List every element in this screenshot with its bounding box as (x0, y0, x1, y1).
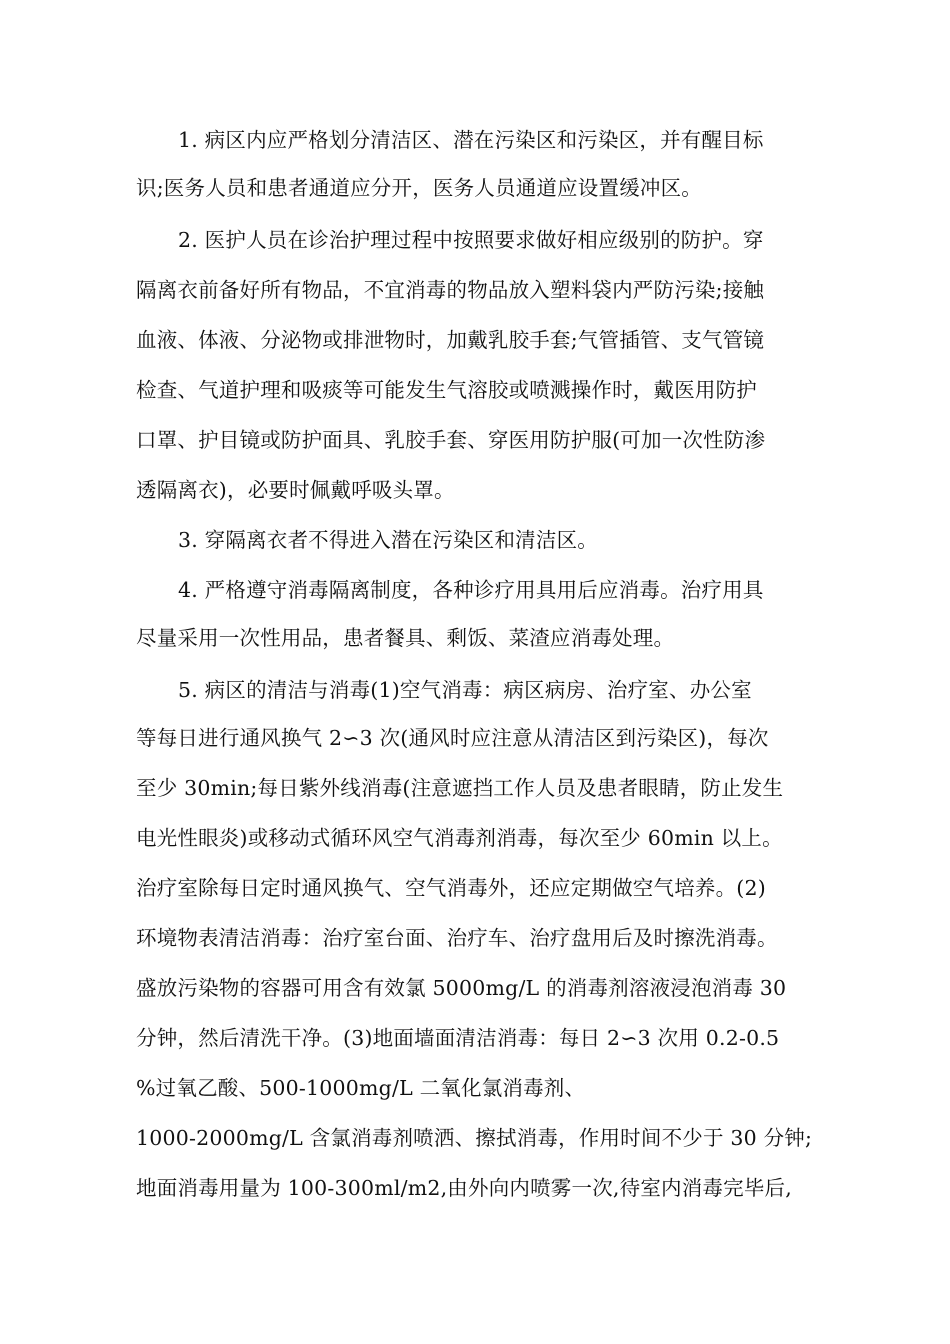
text-line: 至少 30min;每日紫外线消毒(注意遮挡工作人员及患者眼睛，防止发生 (136, 776, 784, 800)
text-line: %过氧乙酸、500-1000mg/L 二氧化氯消毒剂、 (136, 1076, 586, 1100)
text-line: 等每日进行通风换气 2∽3 次(通风时应注意从清洁区到污染区)，每次 (136, 726, 769, 750)
text-line: 盛放污染物的容器可用含有效氯 5000mg/L 的消毒剂溶液浸泡消毒 30 (136, 976, 787, 1000)
text-line: 2. 医护人员在诊治护理过程中按照要求做好相应级别的防护。穿 (178, 228, 764, 252)
text-line: 分钟，然后清洗干净。(3)地面墙面清洁消毒：每日 2∽3 次用 0.2-0.5 (136, 1026, 780, 1050)
text-line: 5. 病区的清洁与消毒(1)空气消毒：病区病房、治疗室、办公室 (178, 678, 752, 702)
text-line: 口罩、护目镜或防护面具、乳胶手套、穿医用防护服(可加一次性防渗 (136, 428, 766, 452)
text-line: 血液、体液、分泌物或排泄物时，加戴乳胶手套;气管插管、支气管镜 (136, 328, 765, 352)
text-line: 1000-2000mg/L 含氯消毒剂喷洒、擦拭消毒，作用时间不少于 30 分钟; (136, 1126, 813, 1150)
text-line: 电光性眼炎)或移动式循环风空气消毒剂消毒，每次至少 60min 以上。 (136, 826, 783, 850)
text-line: 检查、气道护理和吸痰等可能发生气溶胶或喷溅操作时，戴医用防护 (136, 378, 757, 402)
text-line: 尽量采用一次性用品，患者餐具、剩饭、菜渣应消毒处理。 (136, 626, 675, 650)
text-line: 环境物表清洁消毒：治疗室台面、治疗车、治疗盘用后及时擦洗消毒。 (136, 926, 778, 950)
text-line: 地面消毒用量为 100-300ml/m2,由外向内喷雾一次,待室内消毒完毕后, (136, 1176, 792, 1200)
text-line: 治疗室除每日定时通风换气、空气消毒外，还应定期做空气培养。(2) (136, 876, 766, 900)
text-line: 3. 穿隔离衣者不得进入潜在污染区和清洁区。 (178, 528, 598, 552)
text-line: 4. 严格遵守消毒隔离制度，各种诊疗用具用后应消毒。治疗用具 (178, 578, 764, 602)
text-line: 透隔离衣)，必要时佩戴呼吸头罩。 (136, 478, 455, 502)
text-line: 1. 病区内应严格划分清洁区、潜在污染区和污染区，并有醒目标 (178, 128, 764, 152)
text-line: 隔离衣前备好所有物品，不宜消毒的物品放入塑料袋内严防污染;接触 (136, 278, 765, 302)
text-line: 识;医务人员和患者通道应分开，医务人员通道应设置缓冲区。 (136, 176, 703, 200)
